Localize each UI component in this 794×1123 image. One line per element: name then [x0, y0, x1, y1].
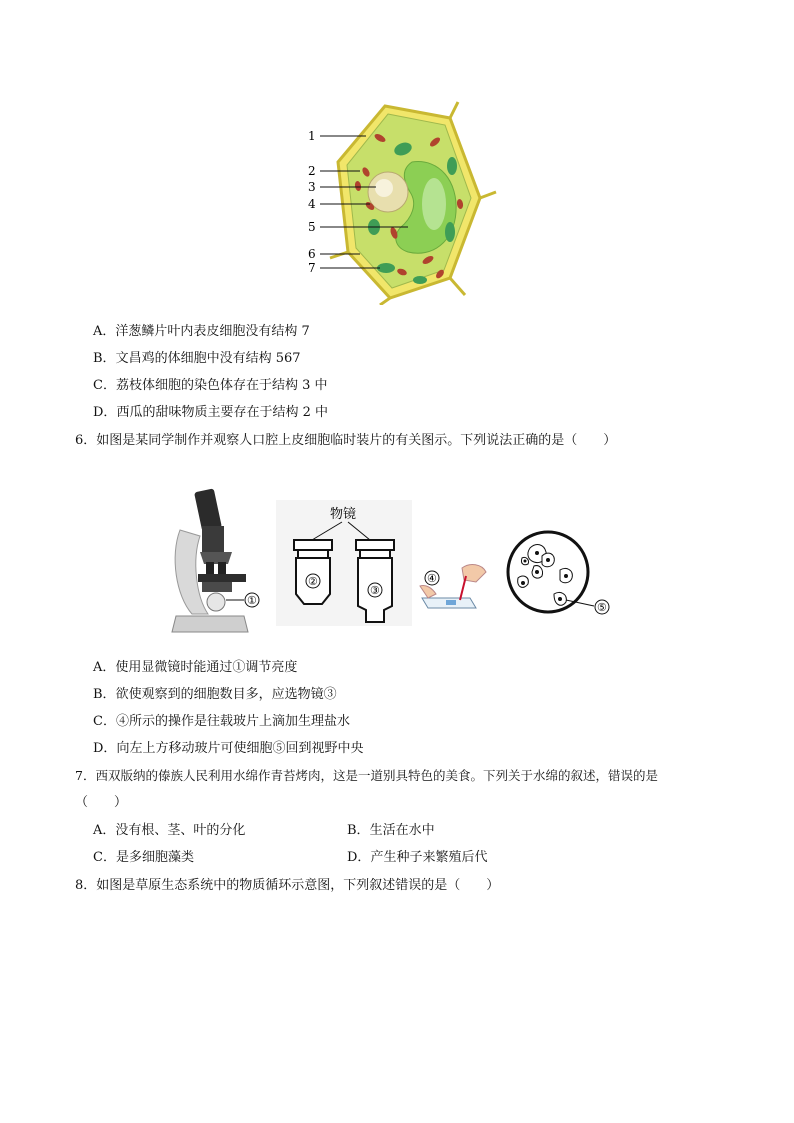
option-letter: B． — [93, 351, 116, 366]
option-text: 是多细胞藻类 — [115, 850, 194, 865]
slide-preparation — [420, 565, 486, 608]
nucleolus — [375, 179, 393, 197]
objective-label: 物镜 — [330, 507, 357, 522]
cell-label-6: 6 — [308, 247, 316, 261]
option-letter: A． — [93, 823, 116, 838]
field-of-view — [508, 532, 609, 614]
option-text: 文昌鸡的体细胞中没有结构 567 — [115, 351, 301, 366]
q6-option-c[interactable] — [93, 713, 350, 731]
option-letter: C． — [93, 850, 116, 865]
cell-label-7: 7 — [308, 261, 316, 275]
option-text: 没有根、茎、叶的分化 — [115, 823, 246, 838]
option-letter: D． — [347, 850, 371, 865]
cell-label-2: 2 — [308, 164, 316, 178]
microscope — [172, 488, 259, 632]
option-letter: A． — [93, 660, 116, 675]
q7-option-d[interactable] — [347, 849, 487, 867]
marker-3: ③ — [370, 584, 380, 597]
q7-option-b[interactable] — [347, 822, 435, 840]
option-text: 西瓜的甜味物质主要存在于结构 2 中 — [116, 405, 328, 420]
option-text: 向左上方移动玻片可使细胞⑤回到视野中央 — [116, 741, 364, 756]
option-text: 欲使观察到的细胞数目多，应选物镜③ — [115, 687, 337, 702]
chloroplast — [413, 276, 427, 284]
option-letter: C． — [93, 714, 116, 729]
q5-option-a[interactable] — [93, 323, 310, 341]
mirror — [207, 593, 225, 611]
option-text: 生活在水中 — [369, 823, 435, 838]
q6-stem: 6．如图是某同学制作并观察人口腔上皮细胞临时装片的有关图示。下列说法正确的是（ ） — [75, 433, 617, 448]
option-letter: B． — [93, 687, 116, 702]
option-letter: A． — [93, 324, 116, 339]
chloroplast — [445, 222, 455, 242]
chloroplast — [447, 157, 457, 175]
wall-extension — [380, 298, 390, 305]
option-text: 产生种子来繁殖后代 — [370, 850, 488, 865]
option-text: 洋葱鳞片叶内表皮细胞没有结构 7 — [115, 324, 310, 339]
q6-option-d[interactable] — [93, 740, 363, 758]
q5-option-d[interactable] — [93, 404, 328, 422]
marker-5: ⑤ — [597, 601, 607, 614]
option-letter: C． — [93, 378, 116, 393]
cell-label-4: 4 — [308, 197, 316, 211]
option-text: 使用显微镜时能通过①调节亮度 — [115, 660, 298, 675]
q5-option-b[interactable] — [93, 350, 301, 368]
q8-stem: 8．如图是草原生态系统中的物质循环示意图，下列叙述错误的是（ ） — [75, 878, 500, 893]
option-letter: B． — [347, 823, 370, 838]
cell-label-3: 3 — [308, 180, 316, 194]
option-letter: D． — [93, 741, 117, 756]
wall-extension — [450, 278, 465, 295]
cell-label-1: 1 — [308, 129, 316, 143]
option-text: 荔枝体细胞的染色体存在于结构 3 中 — [115, 378, 328, 393]
plant-cell-figure — [300, 100, 500, 305]
option-letter: D． — [93, 405, 117, 420]
objective-lenses — [276, 500, 412, 626]
wall-extension — [450, 102, 458, 118]
vacuole-highlight — [422, 178, 446, 230]
wall-extension — [330, 252, 348, 258]
q5-option-c[interactable] — [93, 377, 328, 395]
q6-option-b[interactable] — [93, 686, 337, 704]
q7-option-a[interactable] — [93, 822, 245, 840]
cell-label-5: 5 — [308, 220, 316, 234]
q7-stem-line1: 7．西双版纳的傣族人民利用水绵作青苔烤肉，这是一道别具特色的美食。下列关于水绵的叙述，错误的是 — [75, 768, 658, 783]
marker-1: ① — [247, 594, 257, 607]
wall-extension — [480, 192, 496, 198]
option-text: ④所示的操作是往载玻片上滴加生理盐水 — [115, 714, 350, 729]
marker-2: ② — [308, 575, 318, 588]
q6-option-a[interactable] — [93, 659, 297, 677]
microscope-figure — [170, 486, 620, 636]
marker-4: ④ — [427, 572, 437, 585]
q7-option-c[interactable] — [93, 849, 194, 867]
q7-stem-line2: （ ） — [75, 795, 128, 810]
